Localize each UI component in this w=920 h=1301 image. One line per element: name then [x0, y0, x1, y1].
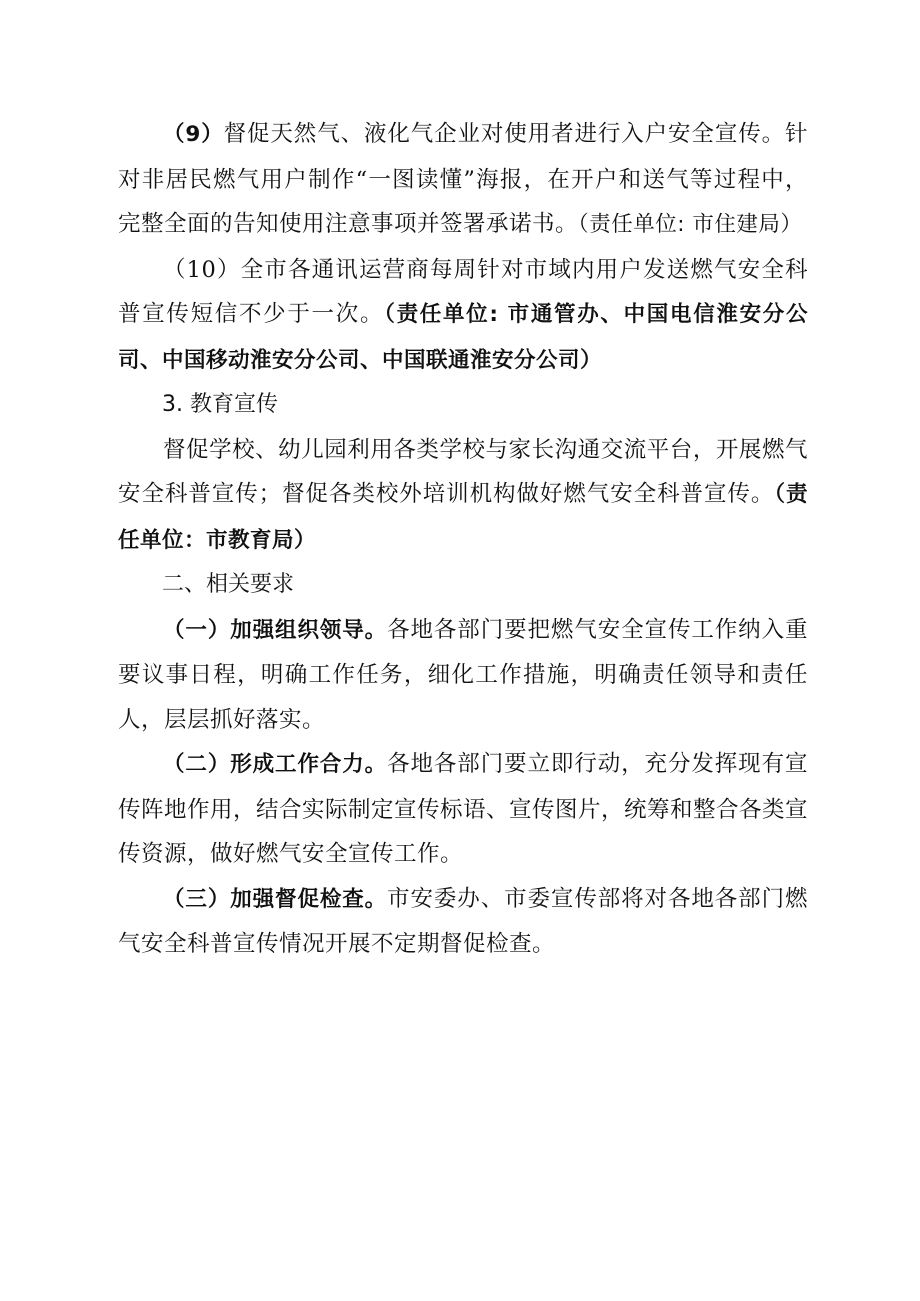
- paragraph-text: 市安委办、市委宣传部将对各地各部门燃气安全科普宣传情况开展不定期督促检查。: [118, 885, 808, 957]
- paragraph-text: 各地各部门要把燃气安全宣传工作纳入重要议事日程，明确工作任务，细化工作措施，明确责任领导和责任人，层层抓好落实。: [118, 616, 808, 733]
- requirement-lead: （三）加强督促检查。: [163, 886, 388, 912]
- requirement-lead: （一）加强组织领导。: [163, 617, 388, 643]
- item-number: （9）: [163, 122, 224, 147]
- requirement-paragraph-1: [118, 608, 808, 743]
- section-heading-requirements: 二、相关要求: [162, 572, 295, 597]
- paragraph-education: [118, 428, 808, 564]
- requirement-paragraph-3: [118, 877, 808, 967]
- responsible-unit: （责任单位: 市通管办、中国电信淮安分公司、中国移动淮安分公司、中国联通淮安分公司）: [118, 302, 808, 373]
- document-body: [118, 112, 808, 967]
- item-number: （10）: [163, 256, 241, 283]
- responsible-unit: （责任单位：市教育局）: [118, 482, 808, 553]
- section-heading-education: 3. 教育宣传: [162, 392, 278, 417]
- requirement-lead: （二）形成工作合力。: [163, 752, 388, 777]
- paragraph-text: 各地各部门要立即行动，充分发挥现有宣传阵地作用，结合实际制定宣传标语、宣传图片，统筹和整合各类宣传资源，做好燃气安全宣传工作。: [118, 751, 809, 867]
- paragraph-text: 督促学校、幼儿园利用各类学校与家长沟通交流平台，开展燃气安全科普宣传；督促各类校外培训机构做好燃气安全科普宣传。: [118, 436, 808, 507]
- paragraph-item-9: [118, 112, 808, 248]
- paragraph-text: 督促天然气、液化气企业对使用者进行入户安全宣传。针对非居民燃气用户制作“一图读懂”海报，在开户和送气等过程中，完整全面的告知使用注意事项并签署承诺书。: [118, 121, 808, 237]
- requirement-paragraph-2: [118, 742, 808, 877]
- paragraph-text: 全市各通讯运营商每周针对市域内用户发送燃气安全科普宣传短信不少于一次。: [118, 256, 808, 327]
- paragraph-item-10: [118, 248, 808, 384]
- responsible-unit: （责任单位: 市住建局）: [578, 212, 803, 237]
